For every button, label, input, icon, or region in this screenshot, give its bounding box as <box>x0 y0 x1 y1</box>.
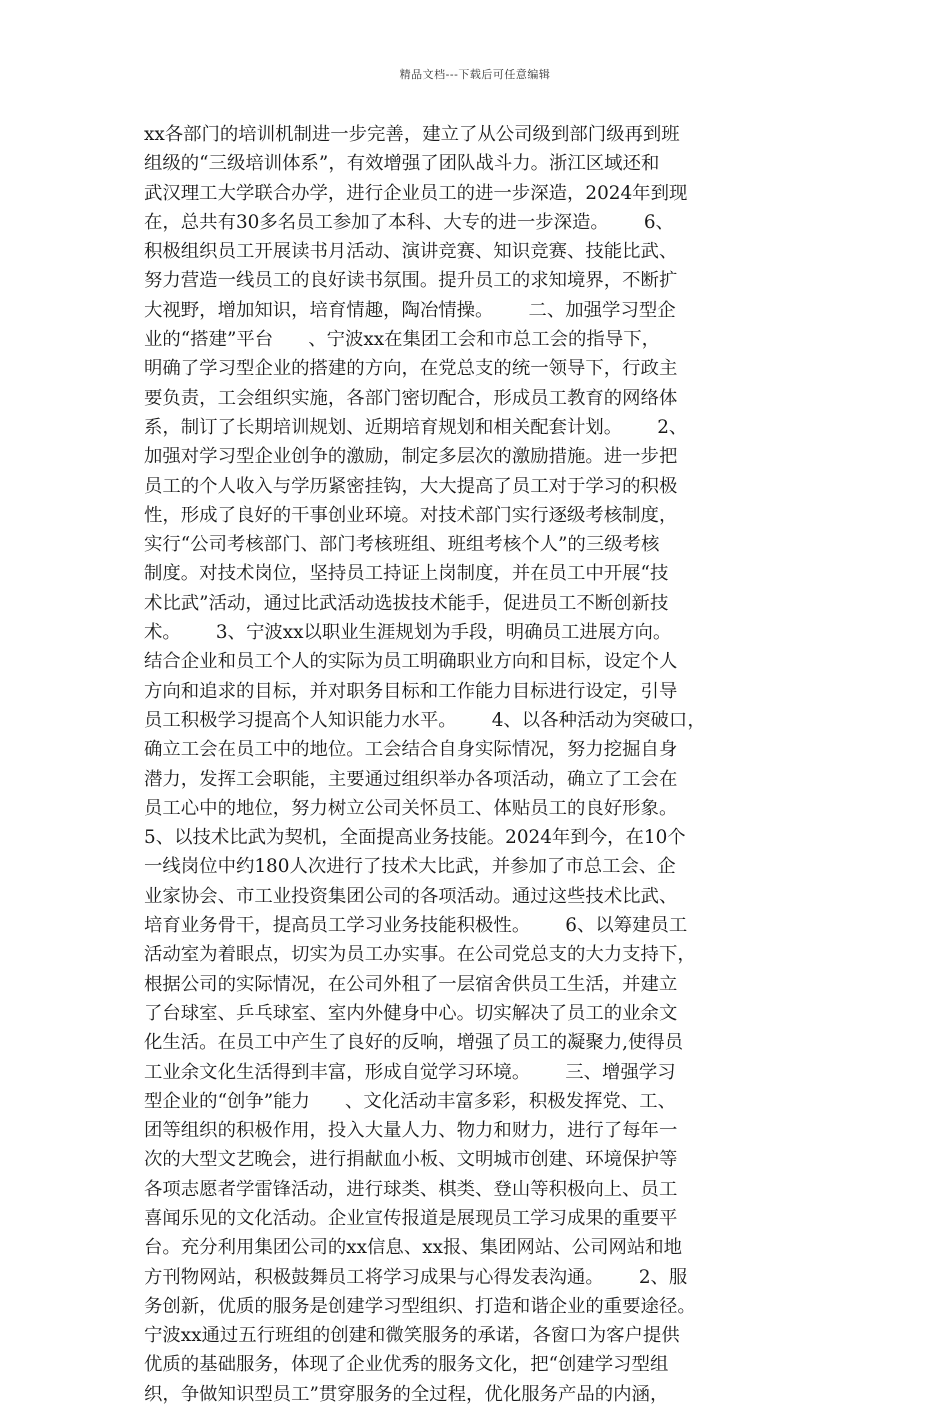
text-line: 术。 3、宁波xx以职业生涯规划为手段，明确员工进展方向。 <box>144 622 672 644</box>
text-line: 确立工会在员工中的地位。工会结合自身实际情况，努力挖掘自身 <box>144 739 678 761</box>
text-line: 团等组织的积极作用，投入大量人力、物力和财力，进行了每年一 <box>144 1120 678 1142</box>
text-line: 5、以技术比武为契机，全面提高业务技能。2024年到今，在10个 <box>144 827 686 849</box>
text-line: 了台球室、乒乓球室、室内外健身中心。切实解决了员工的业余文 <box>144 1002 678 1024</box>
text-line: 员工积极学习提高个人知识能力水平。 4、以各种活动为突破口， <box>144 709 706 731</box>
text-line: 武汉理工大学联合办学，进行企业员工的进一步深造，2024年到现 <box>144 182 688 204</box>
text-line: 方向和追求的目标，并对职务目标和工作能力目标进行设定，引导 <box>144 680 678 702</box>
text-line: 员工心中的地位，努力树立公司关怀员工、体贴员工的良好形象。 <box>144 797 678 819</box>
document-body <box>144 120 806 1409</box>
text-line: xx各部门的培训机制进一步完善，建立了从公司级到部门级再到班 <box>144 124 680 145</box>
text-line: 努力营造一线员工的良好读书氛围。提升员工的求知境界，不断扩 <box>144 270 678 292</box>
text-line: 实行“公司考核部门、部门考核班组、班组考核个人”的三级考核 <box>144 534 660 556</box>
text-line: 制度。对技术岗位，坚持员工持证上岗制度，并在员工中开展“技 <box>144 563 669 585</box>
text-line: 方刊物网站，积极鼓舞员工将学习成果与心得发表沟通。 2、服 <box>144 1266 688 1288</box>
text-line: 型企业的“创争”能力 、文化活动丰富多彩，积极发挥党、工、 <box>144 1090 677 1112</box>
text-line: 化生活。在员工中产生了良好的反响，增强了员工的凝聚力,使得员 <box>144 1032 684 1054</box>
text-line: 织，争做知识型员工”贯穿服务的全过程，优化服务产品的内涵， <box>144 1383 669 1405</box>
text-line: 术比武”活动，通过比武活动选拔技术能手，促进员工不断创新技 <box>144 592 669 614</box>
text-line: 积极组织员工开展读书月活动、演讲竞赛、知识竞赛、技能比武、 <box>144 241 678 263</box>
text-line: 在，总共有30多名员工参加了本科、大专的进一步深造。 6、 <box>144 211 674 233</box>
text-line: 一线岗位中约180人次进行了技术大比武，并参加了市总工会、企 <box>144 856 676 878</box>
text-line: 活动室为着眼点，切实为员工办实事。在公司党总支的大力支持下， <box>144 944 696 966</box>
text-line: 要负责，工会组织实施，各部门密切配合，形成员工教育的网络体 <box>144 387 678 409</box>
text-line: 务创新，优质的服务是创建学习型组织、打造和谐企业的重要途径。 <box>144 1295 696 1317</box>
text-line: 次的大型文艺晚会，进行捐献血小板、文明城市创建、环境保护等 <box>144 1149 678 1171</box>
text-line: 工业余文化生活得到丰富，形成自觉学习环境。 三、增强学习 <box>144 1061 676 1083</box>
text-line: 喜闻乐见的文化活动。企业宣传报道是展现员工学习成果的重要平 <box>144 1207 678 1229</box>
text-line: 结合企业和员工个人的实际为员工明确职业方向和目标，设定个人 <box>144 651 678 673</box>
text-line: 培育业务骨干，提高员工学习业务技能积极性。 6、以筹建员工 <box>144 915 688 937</box>
text-line: 性，形成了良好的干事创业环境。对技术部门实行逐级考核制度， <box>144 504 678 526</box>
text-line: 组级的“三级培训体系”，有效增强了团队战斗力。浙江区域还和 <box>144 153 660 175</box>
text-line: 台。充分利用集团公司的xx信息、xx报、集团网站、公司网站和地 <box>144 1237 683 1259</box>
text-line: 各项志愿者学雷锋活动，进行球类、棋类、登山等积极向上、员工 <box>144 1178 678 1200</box>
text-line: 大视野，增加知识，培育情趣，陶冶情操。 二、加强学习型企 <box>144 299 676 321</box>
page-header: 精品文档---下载后可任意编辑 <box>399 68 551 81</box>
text-line: 明确了学习型企业的搭建的方向，在党总支的统一领导下，行政主 <box>144 358 678 380</box>
text-line: 系，制订了长期培训规划、近期培育规划和相关配套计划。 2、 <box>144 416 688 438</box>
text-line: 加强对学习型企业创争的激励，制定多层次的激励措施。进一步把 <box>144 446 678 468</box>
text-line: 优质的基础服务，体现了企业优秀的服务文化，把“创建学习型组 <box>144 1354 669 1376</box>
text-line: 根据公司的实际情况，在公司外租了一层宿舍供员工生活，并建立 <box>144 973 678 995</box>
text-line: 潜力，发挥工会职能，主要通过组织举办各项活动，确立了工会在 <box>144 768 678 790</box>
text-line: 员工的个人收入与学历紧密挂钩，大大提高了员工对于学习的积极 <box>144 475 678 497</box>
text-line: 宁波xx通过五行班组的创建和微笑服务的承诺，各窗口为客户提供 <box>144 1325 680 1347</box>
text-line: 业的“搭建”平台 、宁波xx在集团工会和市总工会的指导下， <box>144 329 660 351</box>
text-line: 业家协会、市工业投资集团公司的各项活动。通过这些技术比武、 <box>144 885 678 907</box>
